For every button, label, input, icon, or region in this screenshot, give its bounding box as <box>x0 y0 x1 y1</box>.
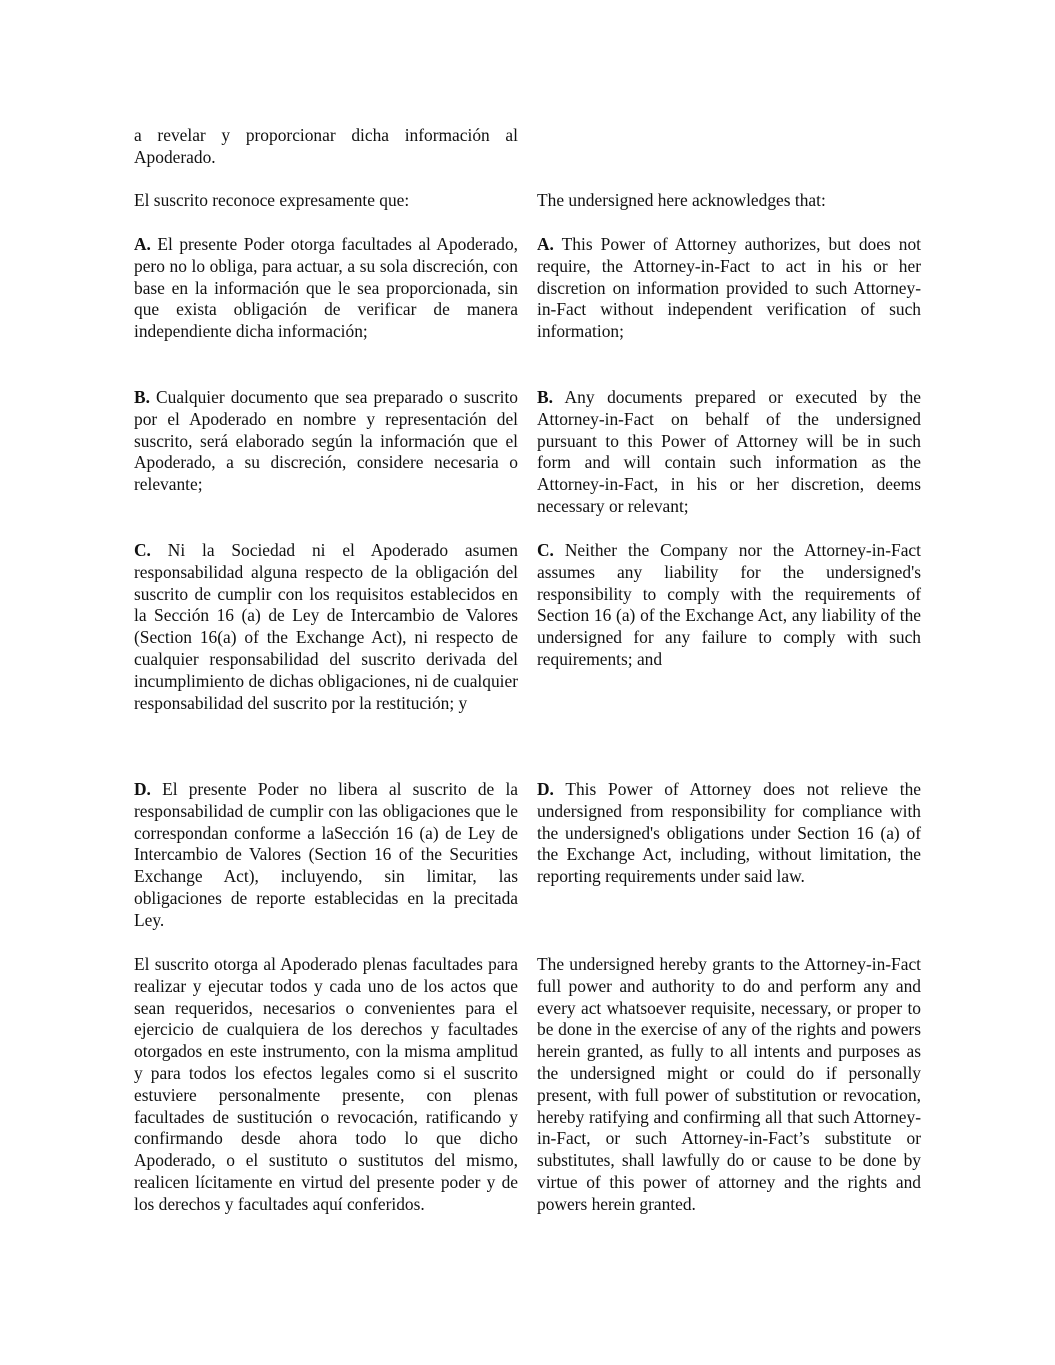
es-item-letter: D. <box>134 779 151 799</box>
en-item-letter: A. <box>537 234 554 254</box>
en-text: The undersigned here acknowledges that: <box>537 190 826 210</box>
es-paragraph-intro-continued <box>134 125 518 169</box>
es-text: a revelar y proporcionar dicha información al Apoderado. <box>134 125 518 167</box>
es-paragraph-c <box>134 540 518 714</box>
en-text: Neither the Company nor the Attorney-in-Fact assumes any liability for the undersigned's responsibility to comply with the requirements of Section 16 (a) of the Exchange Act, any liability of the undersigned for any failure to comply with such requirements; and <box>537 540 921 669</box>
en-paragraph-b <box>537 387 921 518</box>
en-text: The undersigned hereby grants to the Attorney-in-Fact full power and authority to do and perform any and every act whatsoever requisite, necessary, or proper to be done in the exercise of any of the rights and powers herein granted, as fully to all intents and purposes as the undersigned might or could do if personally present, with full power of substitution or revocation, hereby ratifying and confirming all that such Attorney-in-Fact, or such Attorney-in-Fact’s substitute or substitutes, shall lawfully do or cause to be done by virtue of this power of attorney and the rights and powers herein granted. <box>537 954 921 1214</box>
en-item-letter: D. <box>537 779 554 799</box>
en-paragraph-d <box>537 779 921 888</box>
es-item-letter: B. <box>134 387 150 407</box>
es-text: Cualquier documento que sea preparado o suscrito por el Apoderado en nombre y representación del suscrito, será elaborado según la información que el Apoderado, a su discreción, considere necesaria o relevante; <box>134 387 518 495</box>
es-paragraph-grant-of-powers <box>134 954 518 1216</box>
es-item-letter: C. <box>134 540 151 560</box>
es-paragraph-d <box>134 779 518 932</box>
es-text: El suscrito otorga al Apoderado plenas facultades para realizar y ejecutar todos y cada uno de los actos que sean requeridos, necesarios o convenientes para el ejercicio de cualquiera de los derechos y facultades otorgados en este instrumento, con la misma amplitud y para todos los efectos legales como si el suscrito estuviere personalmente presente, con plenas facultades de sustitución o revocación, ratificando y confirmando desde ahora todo lo que dicho Apoderado, o el sustituto o sustitutos del mismo, realicen lícitamente en virtud del presente poder y de los derechos y facultades aquí conferidos. <box>134 954 518 1214</box>
en-paragraph-grant-of-powers <box>537 954 921 1216</box>
en-paragraph-acknowledges <box>537 190 921 212</box>
es-text: El suscrito reconoce expresamente que: <box>134 190 410 210</box>
en-paragraph-c <box>537 540 921 671</box>
es-text: Ni la Sociedad ni el Apoderado asumen responsabilidad alguna respecto de la obligación del suscrito de cumplir con los requisitos establecidos en la Sección 16 (a) de Ley de Intercambio de Valores (Section 16(a) of the Exchange Act), ni respecto de cualquier responsabilidad del suscrito derivada del incumplimiento de dichas obligaciones, ni de cualquier responsabilidad del suscrito por la restitución; y <box>134 540 518 713</box>
en-text: Any documents prepared or executed by the Attorney-in-Fact on behalf of the undersigned pursuant to this Power of Attorney will be in such form and will contain such information as the Attorney-in-Fact, in his or her discretion, deems necessary or relevant; <box>537 387 921 516</box>
en-item-letter: B. <box>537 387 553 407</box>
es-paragraph-acknowledges <box>134 190 518 212</box>
en-text: This Power of Attorney does not relieve the undersigned from responsibility for compliance with the undersigned's obligations under Section 16 (a) of the Exchange Act, including, without limitation, the reporting requirements under said law. <box>537 779 921 887</box>
es-item-letter: A. <box>134 234 151 254</box>
en-text: This Power of Attorney authorizes, but does not require, the Attorney-in-Fact to act in his or her discretion on information provided to such Attorney-in-Fact without independent verification of such information; <box>537 234 921 342</box>
en-item-letter: C. <box>537 540 554 560</box>
es-paragraph-b <box>134 387 518 496</box>
es-paragraph-a <box>134 234 518 343</box>
en-paragraph-a <box>537 234 921 343</box>
es-text: El presente Poder no libera al suscrito de la responsabilidad de cumplir con las obligaciones que le correspondan conforme a laSección 16 (a) de Ley de Intercambio de Valores (Section 16 of the Securities Exchange Act), incluyendo, sin limitar, las obligaciones de reporte establecidas en la precitada Ley. <box>134 779 518 930</box>
es-text: El presente Poder otorga facultades al Apoderado, pero no lo obliga, para actuar, a su sola discreción, con base en la información que le sea proporcionada, sin que exista obligación de verificar de manera independiente dicha información; <box>134 234 518 342</box>
